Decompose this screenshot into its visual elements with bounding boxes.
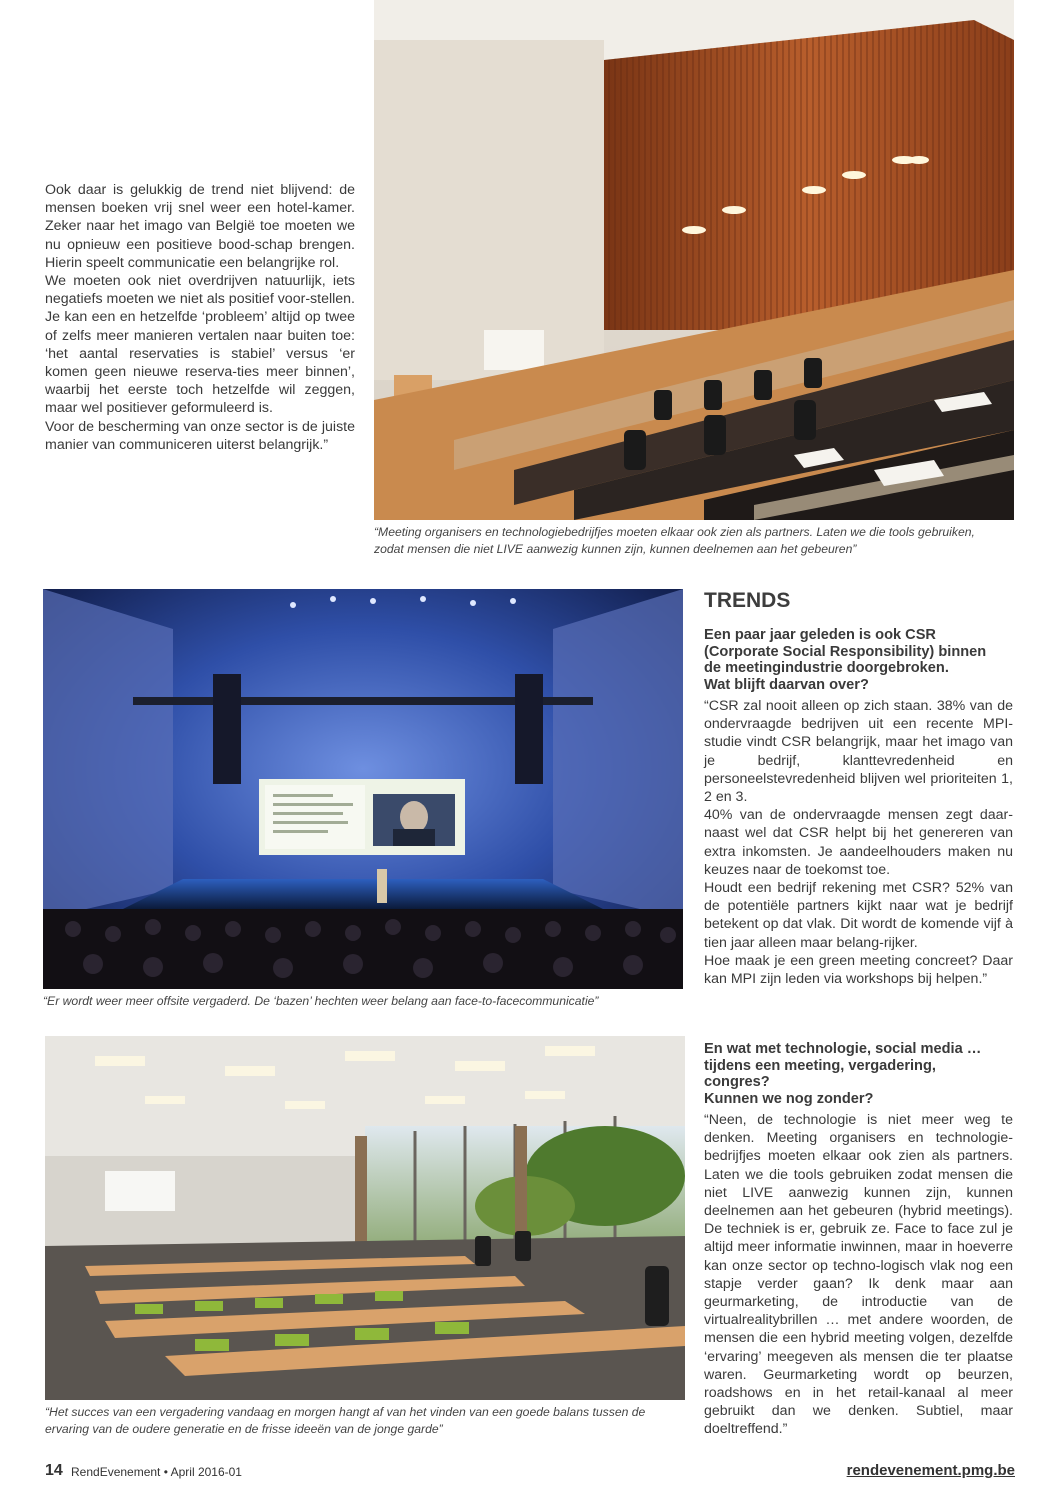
page-number: 14: [45, 1462, 63, 1479]
heading-line: Kunnen we nog zonder?: [704, 1090, 874, 1107]
intro-text: [45, 181, 355, 454]
meeting-room-caption: “Het succes van een vergadering vandaag en morgen hangt af van het vinden van een goede balans tussen de ervaring van de oudere generatie en de frisse ideeën van de jonge garde”: [45, 1405, 646, 1436]
answer-paragraph: Houdt een bedrijf rekening met CSR? 52% van de potentiële partners kijkt naar wat je bedrijf betekent op dat vlak. Dit wordt de komende vijf à tien jaar alleen maar belang-rijker.: [704, 880, 1013, 951]
heading-line: de meetingindustrie doorgebroken.: [704, 660, 949, 677]
heading-line: tijdens een meeting, vergadering,: [704, 1057, 936, 1074]
heading-line: Een paar jaar geleden is ook CSR: [704, 627, 936, 643]
meeting-room-photo: [45, 1036, 685, 1400]
concert-hall-photo: [43, 589, 683, 989]
website-link[interactable]: rendevenement.pmg.be: [846, 1462, 1015, 1479]
answer-paragraph: “Neen, de technologie is niet meer weg te denken. Meeting organisers en technologie-bedrijfjes moeten elkaar ook zien als partners. Laten we die tools gebruiken zodat mensen die niet LIVE aanwezig kunnen zijn, kunnen deelnemen aan het gebeuren (hybrid meetings). De techniek is er, gebruik ze. Face to face zul je altijd meer informatie inwinnen, maar in hoeverre kan onze sector op techno-logisch vlak nog een stapje verder gaan? Ik denk maar aan geurmarketing, de introductie van de virtualrealitybrillen … met andere woorden, de mensen die een hybrid meeting volgen, dezelfde ‘ervaring’ meegeven als mensen die ter plaatse waren. Geurmarketing wordt op beurzen, roadshows en in het retail-kanaal al meer gebruikt dan we denken. Subtiel, maar doeltreffend.”: [704, 1112, 1013, 1438]
intro-paragraph: We moeten ook niet overdrijven natuurlijk, iets negatiefs moeten we niet als positief voor-stellen. Je kan een en hetzelfde ‘probleem’ altijd op twee of zelfs meer manieren vertalen naar buiten toe: ‘het aantal reservaties is stabiel’ versus ‘er komen geen nieuwe reserva-ties meer binnen’, waarbij het eerste toch hetzelfde wil zeggen, maar wel positiever geformuleerd is.: [45, 273, 355, 417]
question-1-heading: [704, 627, 1014, 693]
auditorium-photo: [374, 0, 1014, 520]
section-title: TRENDS: [704, 589, 791, 612]
question-1-answer: [704, 697, 1013, 988]
magazine-issue: RendEvenement • April 2016-01: [71, 1465, 242, 1479]
answer-paragraph: Hoe maak je een green meeting concreet? Daar kan MPI zijn leden via workshops bij helpen.”: [704, 952, 1013, 988]
intro-paragraph: Ook daar is gelukkig de trend niet blijvend: de mensen boeken vrij snel weer een hotel-kamer. Zeker naar het imago van België toe moeten we nu opnieuw een positieve bood-schap brengen. Hierin speelt communicatie een belangrijke rol.: [45, 182, 355, 271]
answer-paragraph: “CSR zal nooit alleen op zich staan. 38% van de ondervraagde bedrijven uit een recente MPI-studie vindt CSR belangrijk, maar het imago van je bedrijf, klanttevredenheid en personeelstevredenheid blijven wel prioriteiten 1, 2 en 3.: [704, 698, 1013, 806]
auditorium-caption: “Meeting organisers en technologiebedrijfjes moeten elkaar ook zien als partners. Laten we die tools gebruiken, zodat mensen die niet LIVE aanwezig kunnen zijn, kunnen deelnemen aan het gebeuren”: [374, 525, 975, 556]
question-2-heading: [704, 1041, 1014, 1107]
answer-paragraph: 40% van de ondervraagde mensen zegt daar-naast wel dat CSR helpt bij het genereren van extra inkomsten. Je aandeelhouders maken nu keuzes naar de toekomst toe.: [704, 807, 1013, 878]
page-footer: [45, 1462, 1015, 1484]
intro-paragraph: Voor de bescherming van onze sector is de juiste manier van communiceren uiterst belangrijk.”: [45, 418, 355, 453]
heading-line: En wat met technologie, social media …: [704, 1041, 982, 1057]
heading-line: congres?: [704, 1074, 770, 1091]
question-2-answer: [704, 1111, 1013, 1439]
heading-line: Wat blijft daarvan over?: [704, 676, 869, 693]
heading-line: (Corporate Social Responsibility) binnen: [704, 643, 987, 660]
concert-hall-caption: “Er wordt weer meer offsite vergaderd. De ‘bazen’ hechten weer belang aan face-to-facecommunicatie”: [43, 994, 599, 1008]
